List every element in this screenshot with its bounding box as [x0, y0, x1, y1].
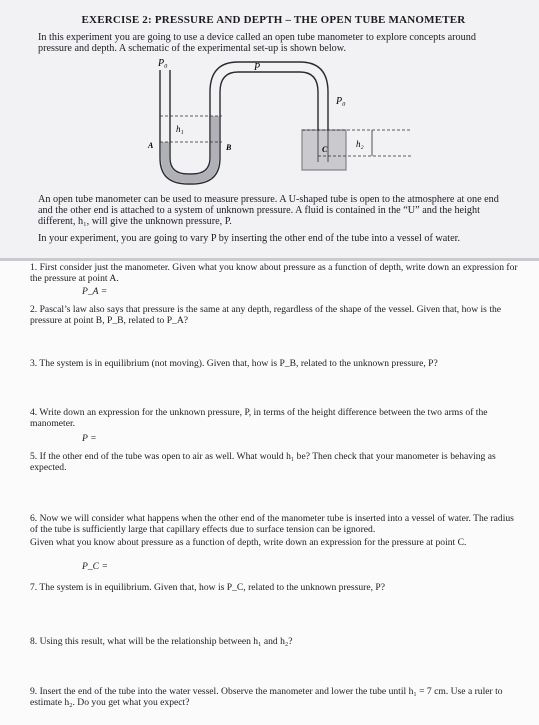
label-b: B — [226, 143, 232, 152]
question-5: 5. If the other end of the tube was open to air as well. What would h₁ be? Then check that your manometer is behaving as expected. — [30, 451, 496, 473]
question-1: 1. First consider just the manometer. Given what you know about pressure as a function of depth, write down an expression for the pressure at point A. — [30, 262, 518, 284]
intro-paragraph: In this experiment you are going to use a device called an open tube manometer to explore concepts around pressure and depth. A schematic of the experimental set-up is shown below. — [38, 32, 476, 54]
worksheet-page-bottom — [0, 261, 539, 725]
vary-pressure-text: In your experiment, you are going to vary P by inserting the other end of the tube into a vessel of water. — [38, 233, 461, 244]
question-6-part-b: Given what you know about pressure as a function of depth, write down an expression for the pressure at point C. — [30, 537, 467, 548]
label-p: P — [254, 62, 261, 73]
label-c: C — [322, 145, 328, 154]
question-9: 9. Insert the end of the tube into the water vessel. Observe the manometer and lower the tube until h₁ = 7 cm. Use a ruler to estimate h₂. Do you get what you expect? — [30, 686, 503, 708]
label-p0-right: P₀ — [336, 96, 346, 107]
question-4: 4. Write down an expression for the unknown pressure, P, in terms of the height difference between the two arms of the manometer. — [30, 407, 488, 429]
answer-pa-expression: P_A = — [82, 286, 108, 297]
label-a: A — [148, 141, 154, 150]
label-h2: h₂ — [356, 139, 364, 149]
question-3: 3. The system is in equilibrium (not moving). Given that, how is P_B, related to the unknown pressure, P? — [30, 358, 438, 369]
exercise-title: EXERCISE 2: PRESSURE AND DEPTH – THE OPEN TUBE MANOMETER — [81, 14, 466, 26]
label-h1: h₁ — [176, 124, 184, 134]
manometer-description: An open tube manometer can be used to measure pressure. A U-shaped tube is open to the atmosphere at one end and the other end is attached to a system of unknown pressure. A fluid is contained in the “U” and the height different, h₁, will give the unknown pressure, P. — [38, 194, 499, 227]
label-p0-left: P₀ — [158, 58, 168, 69]
answer-pc-expression: P_C = — [82, 561, 108, 572]
question-2: 2. Pascal’s law also says that pressure is the same at any depth, regardless of the shape of the vessel. Given that, how is the pressure at point B, P_B, related to P_A? — [30, 304, 502, 326]
question-8: 8. Using this result, what will be the relationship between h₁ and h₂? — [30, 636, 293, 647]
worksheet-page-top — [0, 0, 539, 258]
tube-outer — [160, 70, 318, 184]
question-7: 7. The system is in equilibrium. Given that, how is P_C, related to the unknown pressure, P? — [30, 582, 386, 593]
question-6: 6. Now we will consider what happens when the other end of the manometer tube is inserted into a vessel of water. The radius of the tube is sufficiently large that capillary effects due to surface tension can be ignored. — [30, 513, 514, 535]
answer-p-expression: P = — [82, 433, 97, 444]
manometer-schematic — [130, 58, 430, 188]
manometer-diagram — [130, 58, 430, 188]
